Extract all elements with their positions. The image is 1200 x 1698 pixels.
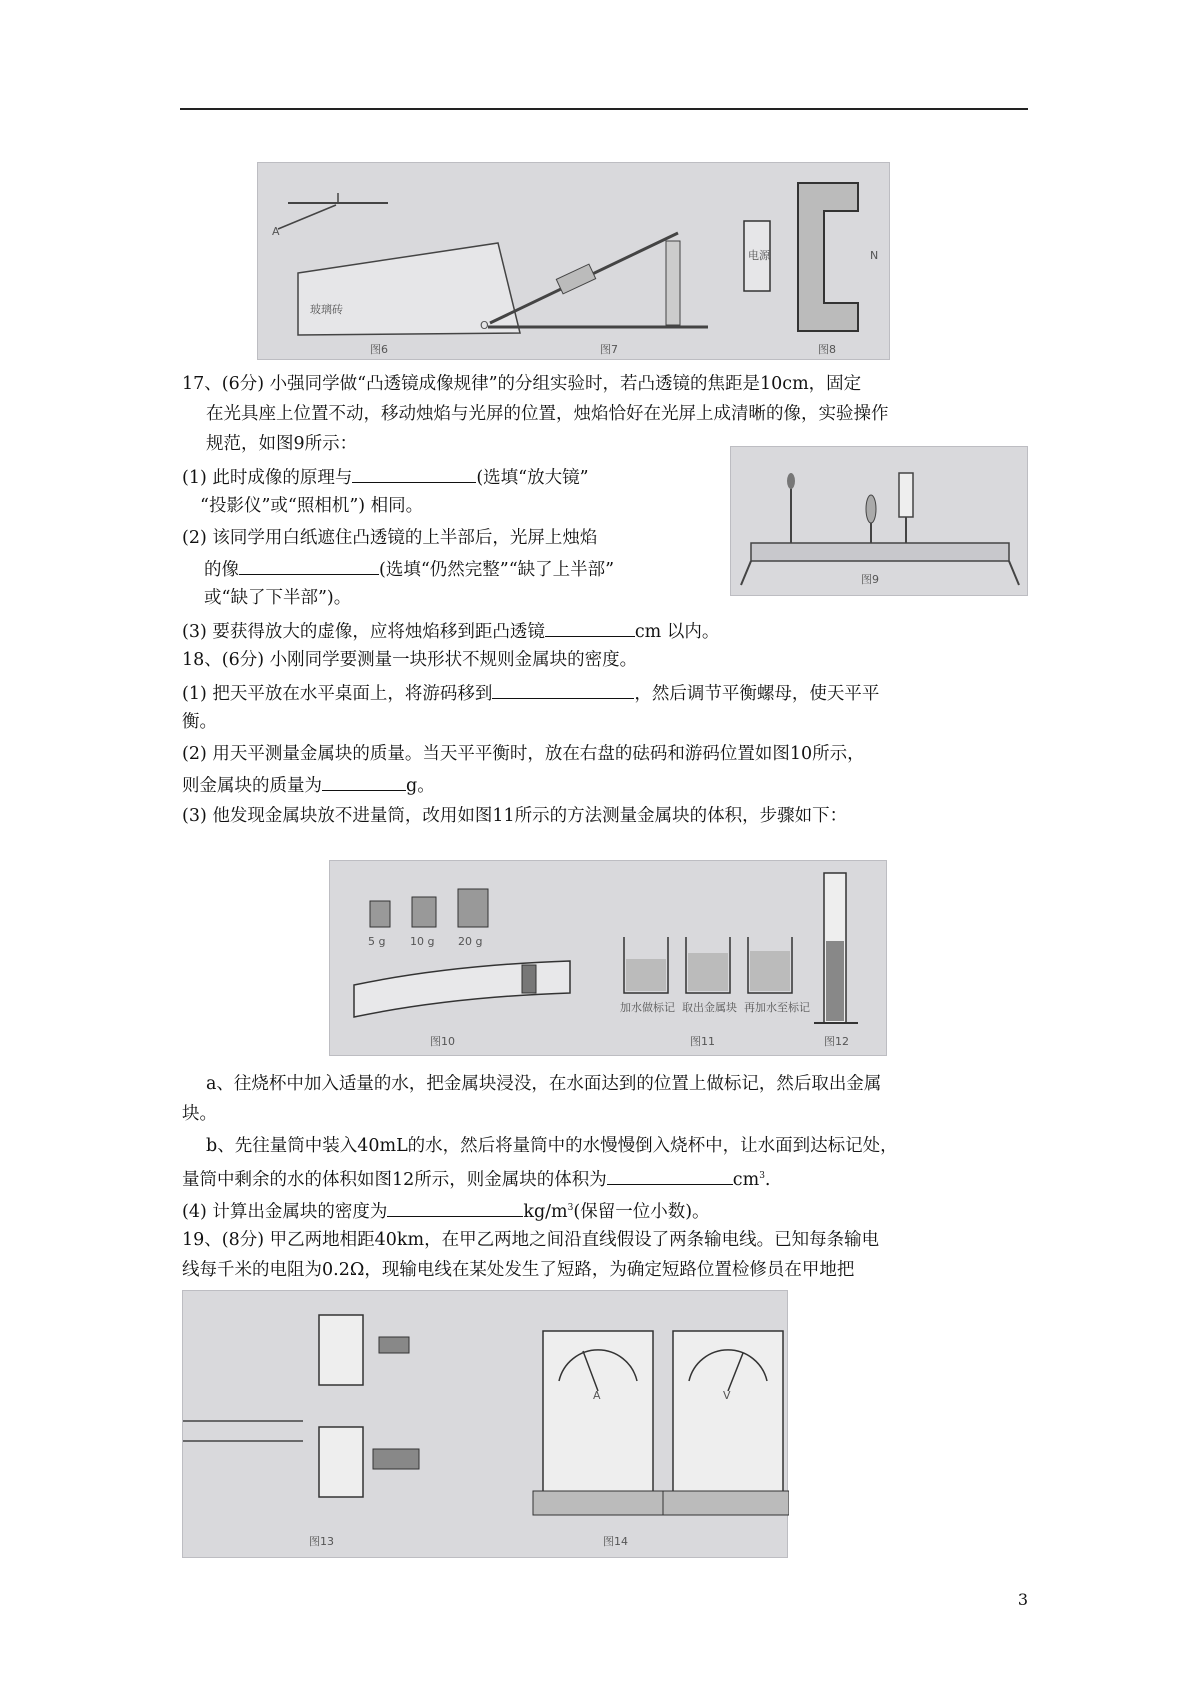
q18-part4-note: (保留一位小数)。 xyxy=(573,1201,710,1222)
q18-part1 xyxy=(182,680,879,706)
figure-6-7-8-drawing xyxy=(258,163,891,361)
q18-step-a-line2: 块。 xyxy=(182,1104,217,1124)
q18-part2-text: 则金属块的质量为 xyxy=(182,776,322,796)
q18-part3: (3) 他发现金属块放不进量筒，改用如图11所示的方法测量金属块的体积，步骤如下： xyxy=(182,806,848,826)
figure-10-11-12-drawing xyxy=(330,861,888,1057)
q18-part2: (2) 用天平测量金属块的质量。当天平平衡时，放在右盘的砝码和游码位置如图10所示， xyxy=(182,744,865,764)
fig11-step1-label: 加水做标记 xyxy=(620,1001,675,1014)
q17-part1-cont: “投影仪”或“照相机”) 相同。 xyxy=(200,496,424,516)
figure-10-11-12 xyxy=(329,860,887,1056)
q18-step-b-text: 量筒中剩余的水的体积如图12所示，则金属块的体积为 xyxy=(182,1169,607,1190)
q17-part3 xyxy=(182,618,719,644)
q19-line2: 线每千米的电阻为0.2Ω，现输电线在某处发生了短路，为确定短路位置检修员在甲地把 xyxy=(182,1260,855,1280)
q17-line2: 在光具座上位置不动，移动烛焰与光屏的位置，烛焰恰好在光屏上成清晰的像，实验操作 xyxy=(206,404,889,424)
fig11-step2-label: 取出金属块 xyxy=(682,1001,737,1014)
weight-5g-label: 5 g xyxy=(368,935,386,948)
fig6-label: 图6 xyxy=(370,343,388,356)
q18-part4-unit: kg/m xyxy=(523,1201,568,1222)
voltmeter-v-label: V xyxy=(723,1389,731,1402)
q17-part3-unit: cm 以内。 xyxy=(634,622,720,642)
q18-step-a-line1: a、往烧杯中加入适量的水，把金属块浸没，在水面达到的位置上做标记，然后取出金属 xyxy=(206,1074,882,1094)
q18-part1-tail: ，然后调节平衡螺母，使天平平 xyxy=(634,684,880,704)
q19-line1: 19、(8分) 甲乙两地相距40km，在甲乙两地之间沿直线假设了两条输电线。已知每条输电 xyxy=(182,1230,880,1250)
q18-answer-blank-1[interactable] xyxy=(492,680,634,699)
q17-answer-blank-3[interactable] xyxy=(545,618,635,637)
fig9-label: 图9 xyxy=(861,573,879,586)
figure-13-14-drawing xyxy=(183,1291,789,1559)
coil-power-label: 电源 xyxy=(748,249,770,262)
q18-part4-unit-exp: 3 xyxy=(567,1203,574,1213)
q17-answer-blank-2[interactable] xyxy=(239,556,379,575)
q18-part2-cont xyxy=(182,772,435,798)
page-number: 3 xyxy=(1017,1590,1028,1609)
q18-answer-blank-3[interactable] xyxy=(607,1166,733,1185)
q17-part1-text: (1) 此时成像的原理与 xyxy=(182,468,353,488)
q18-part1-cont: 衡。 xyxy=(182,712,217,732)
q18-part2-unit: g。 xyxy=(406,776,435,796)
q17-line3: 规范，如图9所示： xyxy=(206,434,358,454)
q17-part2: (2) 该同学用白纸遮住凸透镜的上半部后，光屏上烛焰 xyxy=(182,528,598,548)
header-rule xyxy=(180,108,1028,110)
q17-part1 xyxy=(182,464,589,490)
q18-step-b-line1: b、先往量筒中装入40mL的水，然后将量筒中的水慢慢倒入烧杯中，让水面到达标记处， xyxy=(206,1136,898,1156)
q17-part1-options: (选填“放大镜” xyxy=(476,468,589,488)
fig13-label: 图13 xyxy=(309,1535,334,1548)
weight-10g-label: 10 g xyxy=(410,935,435,948)
point-o-label: O xyxy=(480,319,489,332)
figure-13-14 xyxy=(182,1290,788,1558)
q17-part2-options: (选填“仍然完整”“缺了上半部” xyxy=(379,560,615,580)
q17-part2-end: 或“缺了下半部”)。 xyxy=(204,588,352,608)
q18-part1-text: (1) 把天平放在水平桌面上，将游码移到 xyxy=(182,684,493,704)
glass-brick-label: 玻璃砖 xyxy=(310,303,343,316)
q18-step-b-unit-exp: 3 xyxy=(759,1171,765,1181)
q18-step-b-period: . xyxy=(764,1169,771,1190)
ammeter-a-label: A xyxy=(593,1389,601,1402)
q17-part2-cont xyxy=(204,556,614,582)
fig8-label: 图8 xyxy=(818,343,836,356)
q18-answer-blank-2[interactable] xyxy=(322,772,406,791)
q18-line1: 18、(6分) 小刚同学要测量一块形状不规则金属块的密度。 xyxy=(182,650,638,670)
q17-line1: 17、(6分) 小强同学做“凸透镜成像规律”的分组实验时，若凸透镜的焦距是10cm，固定 xyxy=(182,374,862,394)
fig14-label: 图14 xyxy=(603,1535,628,1548)
figure-6-7-8 xyxy=(257,162,890,360)
fig12-label: 图12 xyxy=(824,1035,849,1048)
fig7-label: 图7 xyxy=(600,343,618,356)
q17-answer-blank-1[interactable] xyxy=(352,464,476,483)
weight-20g-label: 20 g xyxy=(458,935,483,948)
q18-part4 xyxy=(182,1196,710,1224)
q18-answer-blank-4[interactable] xyxy=(387,1198,523,1217)
fig10-label: 图10 xyxy=(430,1035,455,1048)
q17-part2-text: 的像 xyxy=(204,560,239,580)
q18-step-b-unit: cm xyxy=(732,1169,760,1190)
magnet-n-label: N xyxy=(870,249,879,262)
fig11-step3-label: 再加水至标记 xyxy=(744,1001,810,1014)
q18-step-b-line2 xyxy=(182,1164,771,1192)
figure-9 xyxy=(730,446,1028,596)
fig11-label: 图11 xyxy=(690,1035,715,1048)
q17-part3-text: (3) 要获得放大的虚像，应将烛焰移到距凸透镜 xyxy=(182,622,545,642)
point-a-label: A xyxy=(272,225,280,238)
figure-9-drawing xyxy=(731,447,1029,597)
q18-part4-text: (4) 计算出金属块的密度为 xyxy=(182,1201,388,1222)
